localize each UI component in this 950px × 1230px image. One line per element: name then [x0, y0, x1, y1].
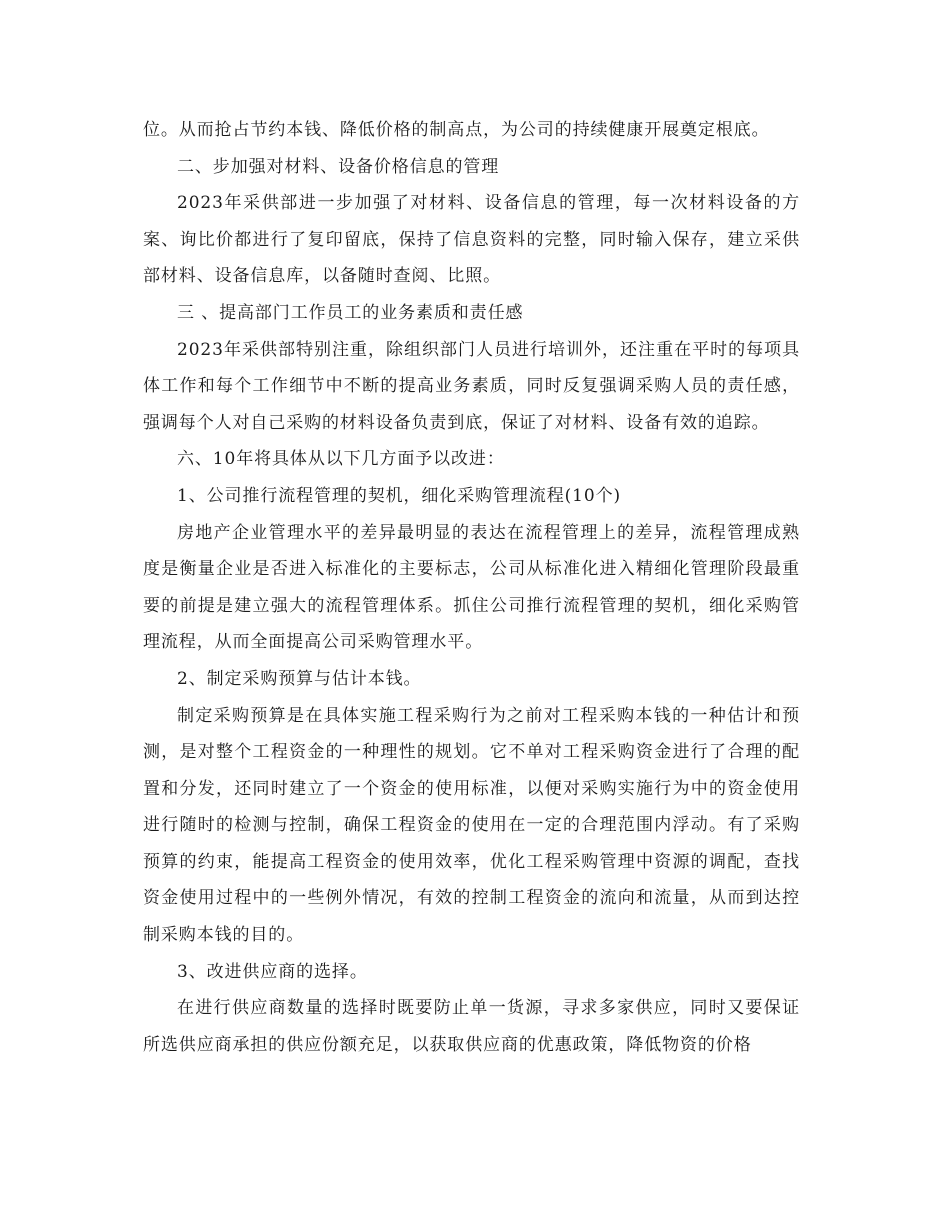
paragraph-3: 2023年采供部进一步加强了对材料、设备信息的管理，每一次材料设备的方案、询比价都进行了复印留底，保持了信息资料的完整，同时输入保存，建立采供部材料、设备信息库，以备随时查阅、比照。 [143, 193, 800, 287]
paragraph-12: 在进行供应商数量的选择时既要防止单一货源，寻求多家供应，同时又要保证所选供应商承担的供应份额充足，以获取供应商的优惠政策，降低物资的价格 [143, 998, 800, 1055]
paragraph-10: 制定采购预算是在具体实施工程采购行为之前对工程采购本钱的一种估计和预测，是对整个工程资金的一种理性的规划。它不单对工程采购资金进行了合理的配置和分发，还同时建立了一个资金的使用标准，以便对采购实施行为中的资金使用进行随时的检测与控制，确保工程资金的使用在一定的合理范围内浮动。有了采购预算的约束，能提高工程资金的使用效率，优化工程采购管理中资源的调配，查找资金使用过程中的一些例外情况，有效的控制工程资金的流向和流量，从而到达控制采购本钱的目的。 [143, 705, 800, 946]
heading-section-6: 六、10年将具体从以下几方面予以改进： [177, 449, 505, 470]
paragraph-5: 2023年采供部特别注重，除组织部门人员进行培训外，还注重在平时的每项具体工作和每个工作细节中不断的提高业务素质，同时反复强调采购人员的责任感，强调每个人对自己采购的材料设备负责到底，保证了对材料、设备有效的追踪。 [143, 339, 800, 433]
heading-item-1: 1、公司推行流程管理的契机，细化采购管理流程(10个) [177, 485, 622, 506]
heading-section-3: 三 、提高部门工作员工的业务素质和责任感 [177, 302, 524, 323]
paragraph-8: 房地产企业管理水平的差异最明显的表达在流程管理上的差异，流程管理成熟度是衡量企业是否进入标准化的主要标志，公司从标准化进入精细化管理阶段最重要的前提是建立强大的流程管理体系。抓住公司推行流程管理的契机，细化采购管理流程，从而全面提高公司采购管理水平。 [143, 522, 800, 653]
paragraph-1: 位。从而抢占节约本钱、降低价格的制高点，为公司的持续健康开展奠定根底。 [143, 120, 770, 140]
heading-item-3: 3、改进供应商的选择。 [177, 961, 368, 982]
heading-item-2: 2、制定采购预算与估计本钱。 [177, 668, 422, 689]
heading-section-2: 二、步加强对材料、设备价格信息的管理 [177, 156, 500, 177]
document-page [143, 112, 800, 1063]
